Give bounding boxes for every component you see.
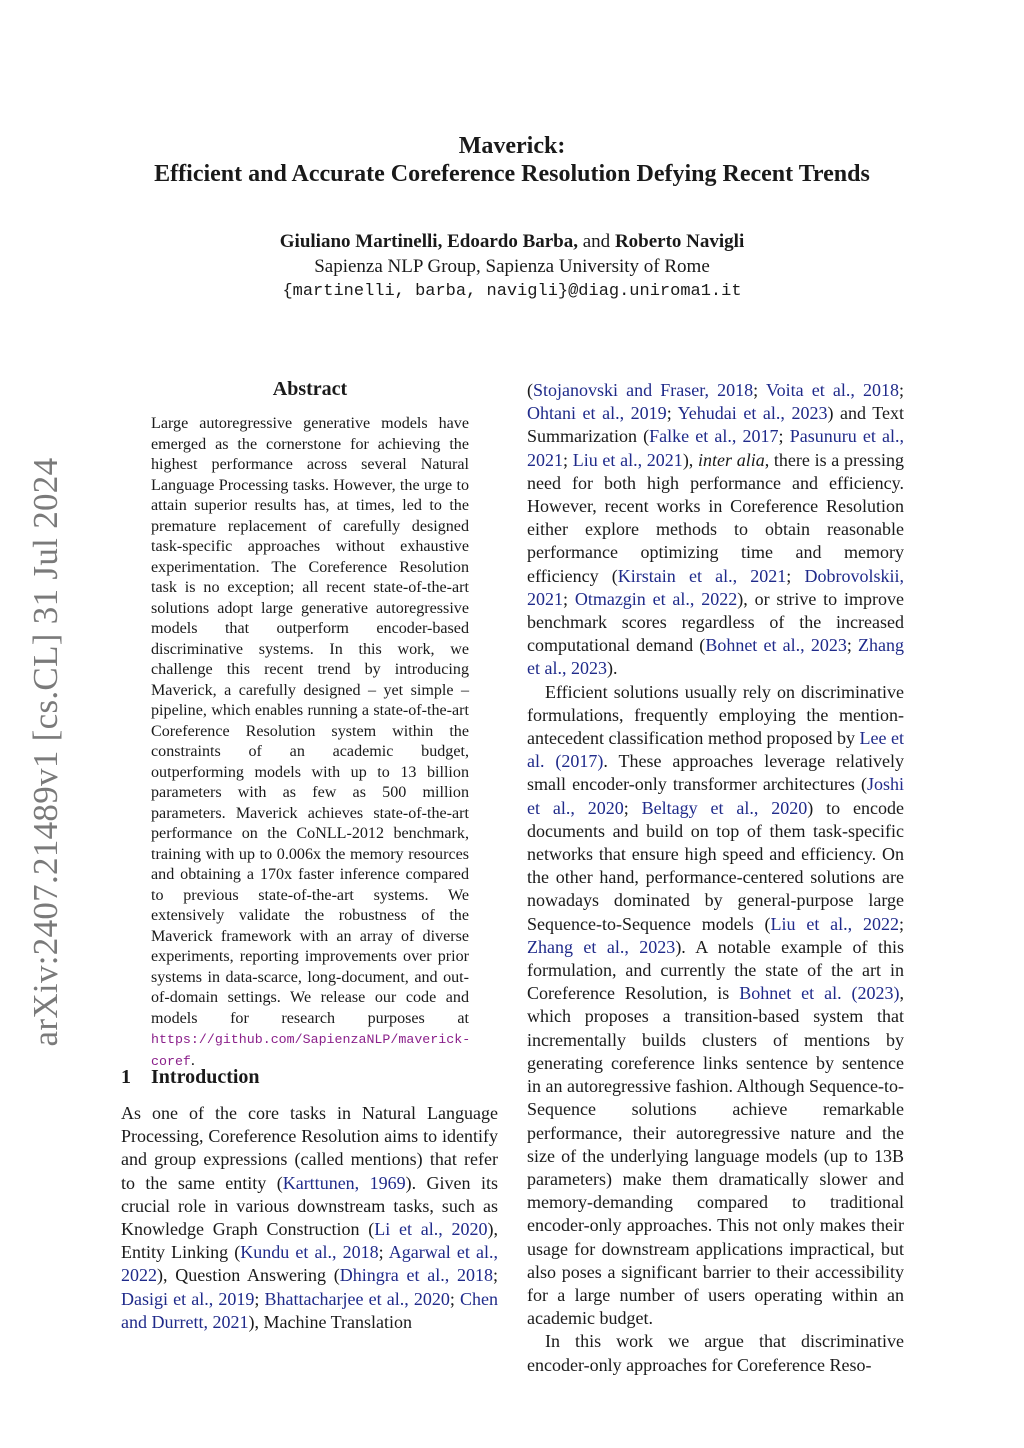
citation-link[interactable]: Lee et al. (2017) (527, 728, 904, 772)
citation-link[interactable]: Otmazgin et al., 2022 (574, 588, 738, 609)
text-span: ; (753, 380, 766, 400)
text-span: ), or strive to improve benchmark scores regardless of the increased computational demand ( (527, 588, 904, 656)
text-span: ), Question Answering ( (157, 1265, 340, 1286)
text-span: ) to encode documents and build on top of them task-specific networks that ensure high speed and efficiency. On the other hand, performance-centered solutions are nowadays dominated by general-purpose large Sequence-to-Sequence models ( (527, 797, 904, 934)
text-span: ), Machine Translation (248, 1311, 412, 1332)
citation-link[interactable]: Liu et al., 2021 (572, 449, 683, 470)
citation-link[interactable]: Falke et al., 2017 (649, 426, 779, 447)
arxiv-identifier: arXiv:2407.21489v1 [cs.CL] 31 Jul 2024 (26, 457, 65, 1047)
citation-link[interactable]: Karttunen, 1969 (282, 1172, 406, 1193)
authors-and: and (578, 231, 615, 252)
section-number: 1 (121, 1066, 131, 1088)
text-span: ; (563, 449, 573, 470)
citation-link[interactable]: Chen and Durrett, 2021 (121, 1288, 498, 1332)
text-span: In this work we argue that discriminative encoder-only approaches for Coreference Reso- (527, 1331, 904, 1375)
text-span: ; (563, 588, 575, 609)
code-repo-link[interactable]: https://github.com/SapienzaNLP/maverick-coref (151, 1032, 471, 1069)
left-column-text (121, 1102, 498, 1334)
text-span: ; (623, 797, 642, 818)
citation-link[interactable]: Agarwal et al., 2022 (121, 1242, 498, 1286)
citation-link[interactable]: Joshi et al., 2020 (527, 774, 904, 818)
authors-first: Giuliano Martinelli, Edoardo Barba, (279, 231, 578, 252)
text-span: ). A notable example of this formulation, and currently the state of the art in Coreference Resolution, is (527, 936, 904, 1004)
text-span: ( (527, 380, 533, 400)
citation-link[interactable]: Stojanovski and Fraser, 2018 (533, 380, 754, 400)
text-span: ; (254, 1288, 265, 1309)
text-span: ), Entity Linking ( (121, 1219, 498, 1263)
emphasis-text: inter alia (698, 449, 765, 470)
text-span: ; (666, 403, 678, 424)
text-span: ; (492, 1265, 498, 1286)
citation-link[interactable]: Beltagy et al., 2020 (641, 797, 808, 818)
text-span: ) and Text Summarization ( (527, 403, 904, 447)
paper-title-line1: Maverick: (458, 133, 566, 159)
citation-link[interactable]: Dasigi et al., 2019 (121, 1288, 255, 1309)
affiliation: Sapienza NLP Group, Sapienza University of Rome (314, 256, 710, 277)
citation-link[interactable]: Yehudai et al., 2023 (677, 403, 828, 424)
citation-link[interactable]: Bohnet et al. (2023) (739, 983, 900, 1004)
intro-paragraph-1-cont (527, 379, 904, 681)
text-span: ), (682, 449, 699, 470)
authors-last: Roberto Navigli (614, 231, 745, 252)
citation-link[interactable]: Ohtani et al., 2019 (527, 403, 667, 424)
abstract-heading: Abstract (272, 378, 348, 400)
paper-title-line2: Efficient and Accurate Coreference Resolution Defying Recent Trends (154, 161, 870, 187)
text-span: ; (778, 426, 790, 447)
author-emails: {martinelli, barba, navigli}@diag.uniroma1.it (282, 282, 742, 301)
section-title: Introduction (151, 1066, 260, 1088)
abstract-end: . (190, 1051, 195, 1069)
citation-link[interactable]: Dhingra et al., 2018 (339, 1265, 493, 1286)
citation-link[interactable]: Zhang et al., 2023 (527, 936, 676, 957)
text-span: . These approaches leverage relatively small encoder-only transformer architectures ( (527, 751, 905, 795)
citation-link[interactable]: Dobrovolskii, 2021 (527, 565, 904, 609)
citation-link[interactable]: Bohnet et al., 2023 (705, 635, 847, 656)
text-span: ; (378, 1242, 389, 1263)
text-span: As one of the core tasks in Natural Language Processing, Coreference Resolution aims to identify and group expressions (called mentions) that refer to the same entity ( (121, 1103, 498, 1193)
text-span: ; (846, 635, 859, 656)
author-list (0, 230, 1024, 254)
text-span: , which proposes a transition-based system that incrementally builds clusters of mentions by generating coreference links sentence by sentence in an autoregressive fashion. Although Sequence-to-Sequence solutions achieve remarkable performance, their autoregressive nature and the size of the underlying language models (up to 13B parameters) make them dramatically slower and memory-demanding compared to traditional encoder-only approaches. This not only makes their usage for downstream applications impractical, but also poses a significant barrier to their accessibility for a large number of users operating within an academic budget. (527, 983, 904, 1329)
citation-link[interactable]: Li et al., 2020 (374, 1219, 488, 1240)
citation-link[interactable]: Pasunuru et al., 2021 (527, 426, 904, 470)
citation-link[interactable]: Liu et al., 2022 (770, 913, 899, 934)
text-span: ; (786, 565, 805, 586)
intro-paragraph-2 (527, 681, 904, 1331)
abstract-body (151, 414, 469, 1072)
text-span: ; (898, 913, 904, 934)
text-span: , there is a pressing need for both high performance and efficiency. However, recent works in Coreference Resolution either explore methods to obtain reasonable performance optimizing time and memory efficiency ( (527, 449, 904, 586)
text-span: ; (449, 1288, 460, 1309)
citation-link[interactable]: Bhattacharjee et al., 2020 (264, 1288, 450, 1309)
abstract-text: Large autoregressive generative models have emerged as the cornerstone for achieving the highest performance across several Natural Language Processing tasks. However, the urge to attain superior results has, at times, led to the premature replacement of carefully designed task-specific approaches without exhaustive experimentation. The Coreference Resolution task is no exception; all recent state-of-the-art solutions adopt large generative autoregressive models that outperform encoder-based discriminative systems. In this work, we challenge this recent trend by introducing Maverick, a carefully designed – yet simple – pipeline, which enables running a state-of-the-art Coreference Resolution system within the constraints of an academic budget, outperforming models with up to 13 billion parameters with as few as 500 million parameters. Maverick achieves state-of-the-art performance on the CoNLL-2012 benchmark, training with up to 0.006x the memory resources and obtaining a 170x faster inference compared to previous state-of-the-art systems. We extensively validate the robustness of the Maverick framework with an array of diverse experiments, reporting improvements over prior systems in data-scarce, long-document, and out-of-domain settings. We release our code and models for research purposes at (151, 415, 469, 1027)
citation-link[interactable]: Voita et al., 2018 (765, 380, 899, 400)
intro-paragraph-3 (527, 1330, 904, 1376)
text-span: ). Given its crucial role in various downstream tasks, such as Knowledge Graph Construction ( (121, 1172, 498, 1240)
citation-link[interactable]: Kirstain et al., 2021 (617, 565, 787, 586)
citation-link[interactable]: Zhang et al., 2023 (527, 635, 904, 679)
text-span: Efficient solutions usually rely on discriminative formulations, frequently employing the mention-antecedent classification method proposed by (527, 681, 904, 749)
text-span: ). (606, 658, 618, 679)
intro-paragraph-1 (121, 1102, 498, 1334)
section-heading (121, 1066, 260, 1089)
text-span: ; (898, 380, 904, 400)
right-column-text (527, 379, 904, 1377)
citation-link[interactable]: Kundu et al., 2018 (240, 1242, 379, 1263)
